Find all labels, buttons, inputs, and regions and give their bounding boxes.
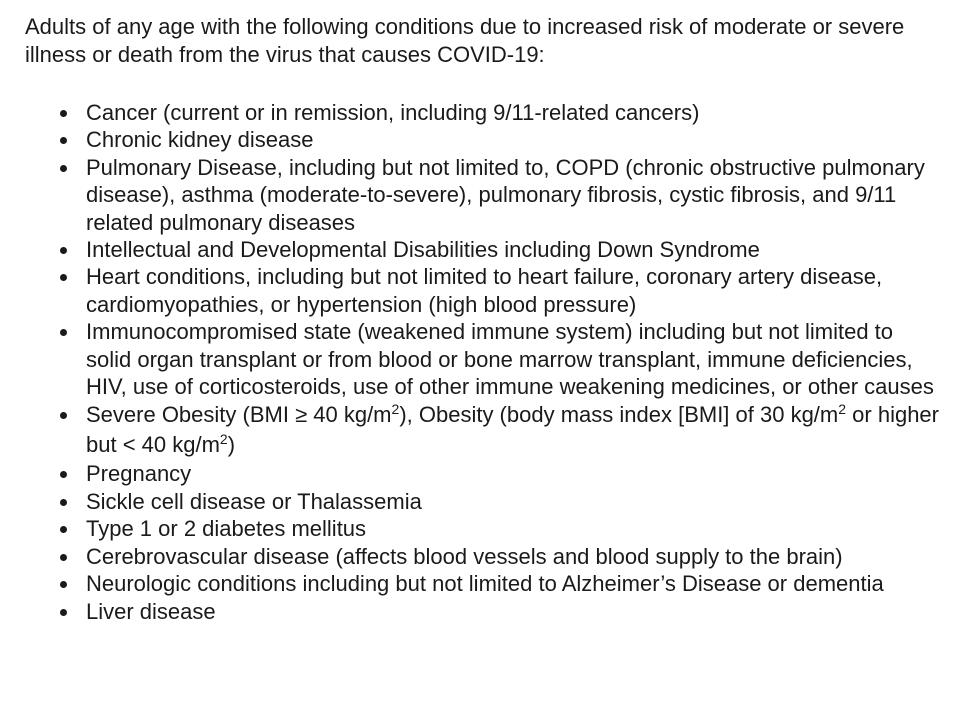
bullet-icon (60, 526, 67, 533)
list-item-pregnancy (25, 460, 940, 487)
superscript: 2 (391, 401, 400, 418)
bullet-icon (60, 412, 67, 419)
document (25, 13, 940, 625)
bullet-icon (60, 165, 67, 172)
list-item-text: Cerebrovascular disease (affects blood vessels and blood supply to the brain) (86, 543, 843, 569)
conditions-list (25, 99, 940, 625)
list-item-text: Sickle cell disease or Thalassemia (86, 488, 422, 514)
list-item-diabetes (25, 515, 940, 542)
bullet-icon (60, 499, 67, 506)
list-item-text: Chronic kidney disease (86, 127, 314, 153)
bullet-icon (60, 554, 67, 561)
list-item-intellectual (25, 236, 940, 263)
obesity-text-1: Severe Obesity (BMI ≥ 40 kg/m (86, 402, 392, 428)
list-item-text: Cancer (current or in remission, including 9/11-related cancers) (86, 100, 700, 125)
list-item-neurologic (25, 570, 940, 597)
list-item-cerebrovascular (25, 543, 940, 570)
bullet-icon (60, 471, 67, 478)
list-item-obesity (25, 400, 940, 460)
superscript: 2 (219, 431, 228, 448)
list-item-text: Type 1 or 2 diabetes mellitus (86, 516, 367, 542)
bullet-icon (60, 274, 67, 281)
list-item-text: Pulmonary Disease, including but not limited to, COPD (chronic obstructive pulmonary disease), asthma (moderate-to-severe), pulmonary fibrosis, cystic fibrosis, and 9/11 related pulmonary diseases (86, 154, 925, 235)
list-item-text: Intellectual and Developmental Disabilities including Down Syndrome (86, 237, 760, 263)
list-item-heart (25, 263, 940, 318)
list-item-immunocompromised (25, 318, 940, 400)
superscript: 2 (838, 401, 847, 418)
intro-paragraph: Adults of any age with the following conditions due to increased risk of moderate or severe illness or death from the virus that causes COVID-19: (25, 14, 905, 67)
list-item-text: Liver disease (86, 598, 216, 624)
list-item-text: Neurologic conditions including but not limited to Alzheimer’s Disease or dementia (86, 571, 884, 597)
list-item-text (86, 402, 939, 457)
bullet-icon (60, 137, 67, 144)
bullet-icon (60, 609, 67, 616)
bullet-icon (60, 329, 67, 336)
list-item-liver (25, 598, 940, 625)
bullet-icon (60, 581, 67, 588)
list-item-sickle-cell (25, 488, 940, 515)
list-item-text: Heart conditions, including but not limited to heart failure, coronary artery disease, cardiomyopathies, or hypertension (high blood pressure) (86, 264, 883, 317)
obesity-text-3: or higher but < 40 kg/m (86, 402, 939, 458)
list-item-text: Immunocompromised state (weakened immune system) including but not limited to solid organ transplant or from blood or bone marrow transplant, immune deficiencies, HIV, use of corticosteroids, use of other immune weakening medicines, or other causes (86, 319, 934, 400)
list-item-kidney (25, 126, 940, 153)
list-item-text: Pregnancy (86, 461, 192, 487)
bullet-icon (60, 247, 67, 254)
obesity-text-4: ) (227, 432, 236, 458)
obesity-text-2: ), Obesity (body mass index [BMI] of 30 kg/m (399, 402, 839, 428)
list-item-cancer (25, 99, 940, 126)
list-item-pulmonary (25, 154, 940, 236)
bullet-icon (60, 110, 67, 117)
